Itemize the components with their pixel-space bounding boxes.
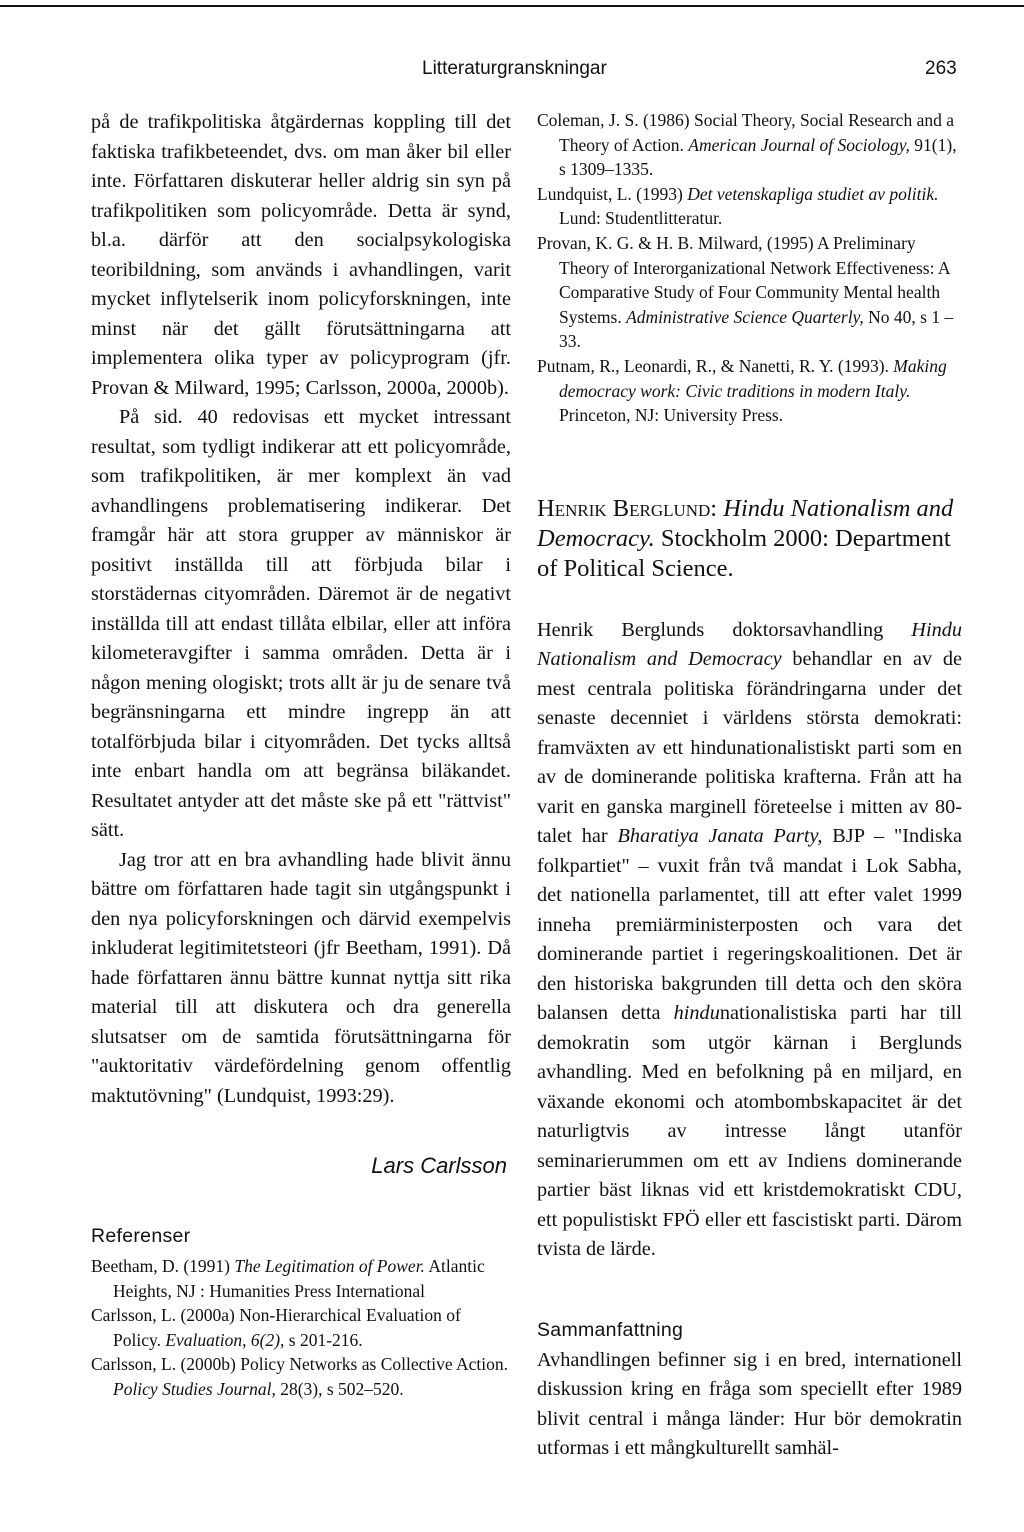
right-column — [537, 108, 962, 1464]
reference-item: Provan, K. G. & H. B. Milward, (1995) A Preliminary Theory of Interorganizational Network Effectiveness: A Comparative Study of Four Community Mental health Systems. Administrative Science Quarterly, No 40, s 1 – 33. — [537, 232, 954, 352]
reference-item: Carlsson, L. (2000a) Non-Hierarchical Evaluation of Policy. Evaluation, 6(2), s 201-216. — [91, 1305, 461, 1350]
review-author: Henrik Berglund: — [537, 494, 718, 522]
left-column — [91, 108, 511, 1402]
review-paragraph: Henrik Berglunds doktorsavhandling Hindu Nationalism and Democracy behandlar en av de mest centrala politiska förändringarna under det senaste decenniet i världens största demokrati: framväxten av ett hindunationalistiskt parti som en av de dominerande politiska krafterna. Från att ha varit en ganska marginell företeelse i mitten av 80-talet har Bharatiya Janata Party, BJP – "Indiska folkpartiet" – vuxit från två mandat i Lok Sabha, det nationella parlamentet, till att efter valet 1999 inneha premiärministerposten och vara det dominerande partiet i regeringskoalitionen. Det är den historiska bakgrunden till detta och den sköra balansen detta hindunationalistiska parti har till demokratin som utgör kärnan i Berglunds avhandling. Med en befolkning på en miljard, en växande ekonomi och atombombskapacitet är det naturligtvis av intresse långt utanför seminarierummen om ett av Indiens dominerande partier bäst liknas vid ett kristdemokratiskt CDU, ett populistiskt FPÖ eller ett fascistiskt parti. Därom tvista de lärde. — [537, 618, 962, 1261]
references-heading: Referenser — [91, 1225, 191, 1247]
review-title — [537, 494, 962, 584]
running-header: Litteraturgranskningar — [422, 58, 607, 79]
reference-item: Lundquist, L. (1993) Det vetenskapliga studiet av politik. Lund: Studentlitteratur. — [537, 183, 939, 229]
top-rule — [0, 5, 1024, 7]
references-list-continued — [537, 108, 962, 428]
summary-paragraph: Avhandlingen befinner sig i en bred, internationell diskussion kring en fråga som speciellt efter 1989 blivit central i många länder: Hur bör demokratin utformas i ett mångkulturellt samhäl- — [537, 1348, 962, 1460]
reference-item: Beetham, D. (1991) The Legitimation of Power. Atlantic Heights, NJ : Humanities Press International — [91, 1256, 485, 1301]
review-paragraph: på de trafikpolitiska åtgärdernas koppling till det faktiska trafikbeteendet, dvs. om man åker bil eller inte. Författaren diskuterar heller aldrig sin syn på trafikpolitiken som policyområde. Detta är synd, bl.a. därför att den socialpsykologiska teoribildning, som används i avhandlingen, varit mycket inflytelserik inom policyforskningen, inte minst när det gällt förutsättningarna att implementera olika typer av policyprogram (jfr. Provan & Milward, 1995; Carlsson, 2000a, 2000b). — [91, 111, 511, 399]
reference-item: Coleman, J. S. (1986) Social Theory, Social Research and a Theory of Action. American Journal of Sociology, 91(1), s 1309–1335. — [537, 110, 957, 180]
review-paragraph: Jag tror att en bra avhandling hade blivit ännu bättre om författaren hade tagit sin utgångspunkt i den nya policyforskningen och därvid exempelvis inkluderat legitimitetsteori (jfr Beetham, 1991). Då hade författaren ännu bättre kunnat nyttja sitt rika material till att diskutera och dra generella slutsatser om de samtida förutsättningarna för "auktoritativ värdefördelning genom offentlig maktutövning" (Lundquist, 1993:29). — [91, 848, 511, 1107]
references-list — [91, 1254, 511, 1402]
reference-item: Carlsson, L. (2000b) Policy Networks as Collective Action. Policy Studies Journal, 28(3), s 502–520. — [91, 1354, 509, 1399]
page-number: 263 — [925, 58, 957, 79]
publisher-info: Stockholm 2000: Department of Political Science. — [537, 524, 951, 582]
book-title: Hindu Nationalism and Democracy. — [537, 494, 954, 552]
review-paragraph: På sid. 40 redovisas ett mycket intressant resultat, som tydligt indikerar att ett policyområde, som trafikpolitiken, är mer komplext än vad avhandlingens problematisering indikerar. Det framgår här att stora grupper av människor är positivt inställda till att förbjuda bilar i storstädernas cityområden. Däremot är de negativt inställda till att endast tillåta elbilar, eller att införa kilometeravgifter i samma områden. Detta är i någon mening ologiskt; trots allt är ju de senare två begränsningarna ett mindre ingrepp än att totalförbjuda bilar i cityområden. Det tycks alltså inte enbart handla om att begränsa biläkandet. Resultatet antyder att det måste ske på ett "rättvist" sätt. — [91, 406, 511, 841]
summary-body — [537, 1346, 962, 1464]
reference-item: Putnam, R., Leonardi, R., & Nanetti, R. Y. (1993). Making democracy work: Civic traditions in modern Italy. Princeton, NJ: University Press. — [537, 355, 947, 426]
review-body — [537, 616, 962, 1265]
summary-heading: Sammanfattning — [537, 1318, 684, 1341]
reviewer-signature: Lars Carlsson — [371, 1153, 507, 1178]
